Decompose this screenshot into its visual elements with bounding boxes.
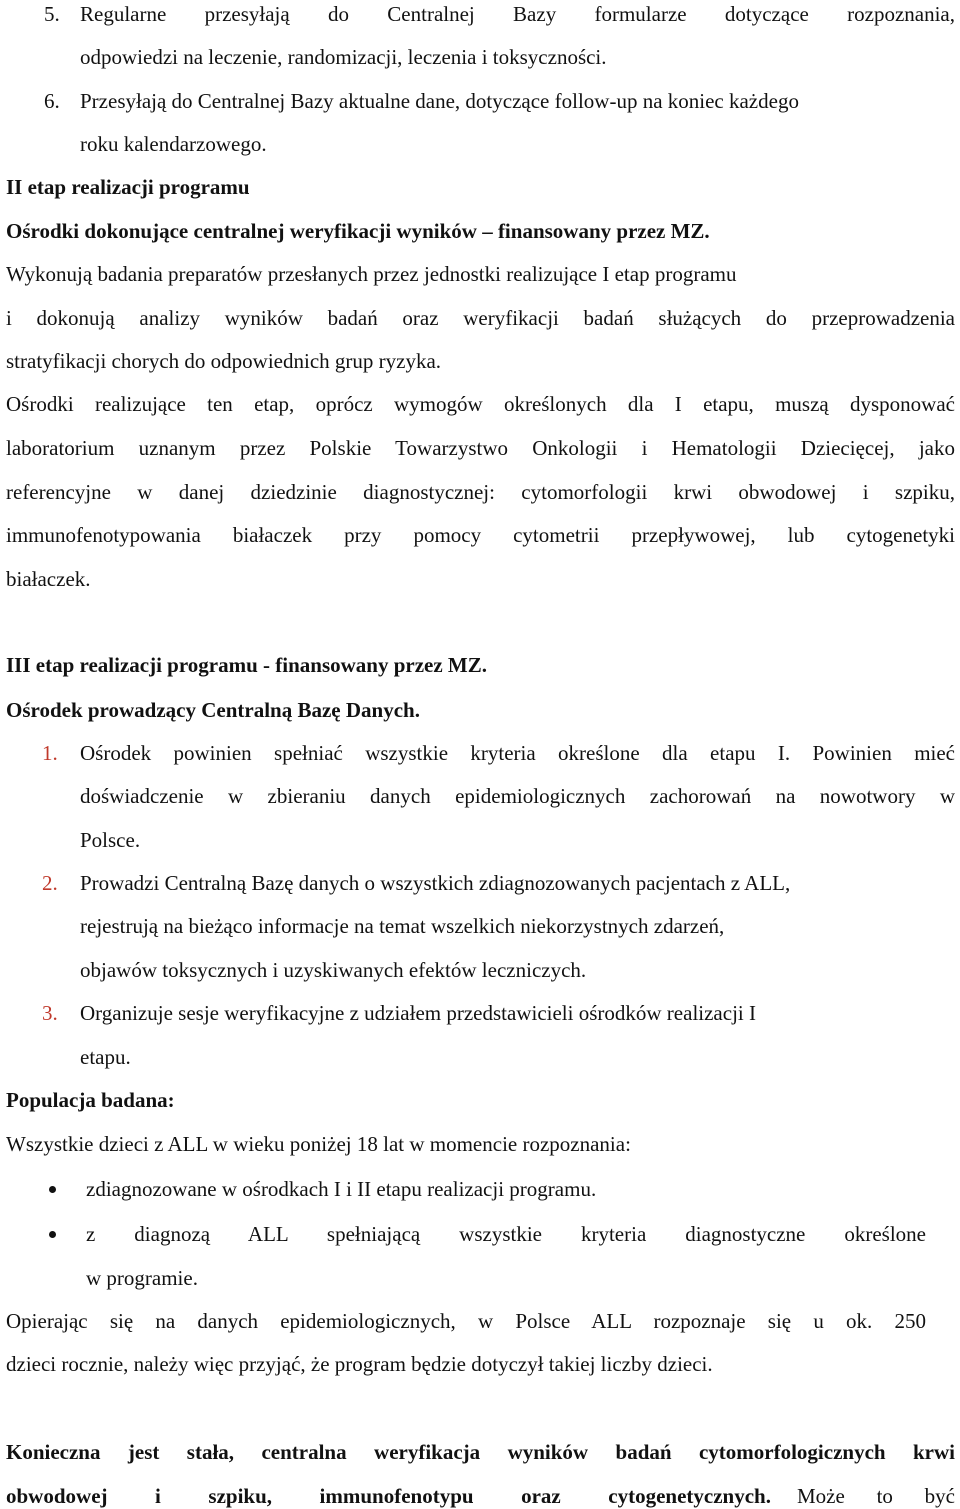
paragraph-line: Ośrodki realizujące ten etap, oprócz wymogów określonych dla I etapu, muszą dysponować [6,392,955,416]
paragraph-line: Wykonują badania preparatów przesłanych przez jednostki realizujące I etap programu [6,262,737,286]
list-item-line: rejestrują na bieżąco informacje na temat wszelkich niekorzystnych zdarzeń, [80,914,725,938]
closing-line-2 [6,1483,955,1509]
list-item-line: roku kalendarzowego. [80,132,267,156]
section-heading: II etap realizacji programu [6,175,250,199]
list-item-line: Organizuje sesje weryfikacyjne z udziałem przedstawicieli ośrodków realizacji I [80,1001,756,1025]
bullet-item-line: zdiagnozowane w ośrodkach I i II etapu realizacji programu. [86,1177,597,1201]
paragraph-line: Wszystkie dzieci z ALL w wieku poniżej 18 lat w momencie rozpoznania: [6,1132,631,1156]
closing-tail-text: Może to być [797,1484,955,1508]
paragraph-line: i dokonują analizy wyników badań oraz weryfikacji badań służących do przeprowadzenia [6,306,955,330]
bullet-icon [49,1231,56,1238]
list-number: 5. [44,2,60,26]
list-number: 2. [42,871,58,895]
list-item-line: Przesyłają do Centralnej Bazy aktualne dane, dotyczące follow-up na koniec każdego [80,89,799,113]
closing-bold-text: obwodowej i szpiku, immunofenotypu oraz cytogenetycznych. [6,1484,771,1508]
closing-line: Konieczna jest stała, centralna weryfikacja wyników badań cytomorfologicznych krwi [6,1440,955,1464]
list-number: 3. [42,1001,58,1025]
section-subheading: Ośrodki dokonujące centralnej weryfikacji wyników – finansowany przez MZ. [6,219,710,243]
paragraph-line: stratyfikacji chorych do odpowiednich grup ryzyka. [6,349,442,373]
list-item-line: doświadczenie w zbieraniu danych epidemiologicznych zachorowań na nowotwory w [80,784,955,808]
list-item-line: Regularne przesyłają do Centralnej Bazy formularze dotyczące rozpoznania, [80,2,955,26]
paragraph-line: dzieci rocznie, należy więc przyjąć, że program będzie dotyczył takiej liczby dzieci. [6,1352,713,1376]
bullet-item-line: z diagnozą ALL spełniającą wszystkie kryteria diagnostyczne określone [86,1222,926,1246]
paragraph-line: białaczek. [6,567,91,591]
list-item-line: Ośrodek powinien spełniać wszystkie kryteria określone dla etapu I. Powinien mieć [80,741,955,765]
list-item-line: Polsce. [80,828,141,852]
list-number: 6. [44,89,60,113]
paragraph-line: laboratorium uznanym przez Polskie Towarzystwo Onkologii i Hematologii Dziecięcej, jako [6,436,955,460]
paragraph-line: Opierając się na danych epidemiologicznych, w Polsce ALL rozpoznaje się u ok. 250 [6,1309,926,1333]
section-heading: Populacja badana: [6,1088,175,1112]
bullet-item-line: w programie. [86,1266,198,1290]
section-subheading: Ośrodek prowadzący Centralną Bazę Danych. [6,698,420,722]
list-number: 1. [42,741,58,765]
list-item-line: etapu. [80,1045,131,1069]
list-item-line: Prowadzi Centralną Bazę danych o wszystkich zdiagnozowanych pacjentach z ALL, [80,871,791,895]
paragraph-line: immunofenotypowania białaczek przy pomocy cytometrii przepływowej, lub cytogenetyki [6,523,955,547]
list-item-line: objawów toksycznych i uzyskiwanych efektów leczniczych. [80,958,587,982]
list-item-line: odpowiedzi na leczenie, randomizacji, leczenia i toksyczności. [80,45,607,69]
paragraph-line: referencyjne w danej dziedzinie diagnostycznej: cytomorfologii krwi obwodowej i szpiku, [6,480,955,504]
bullet-icon [49,1186,56,1193]
section-heading: III etap realizacji programu - finansowany przez MZ. [6,653,488,677]
